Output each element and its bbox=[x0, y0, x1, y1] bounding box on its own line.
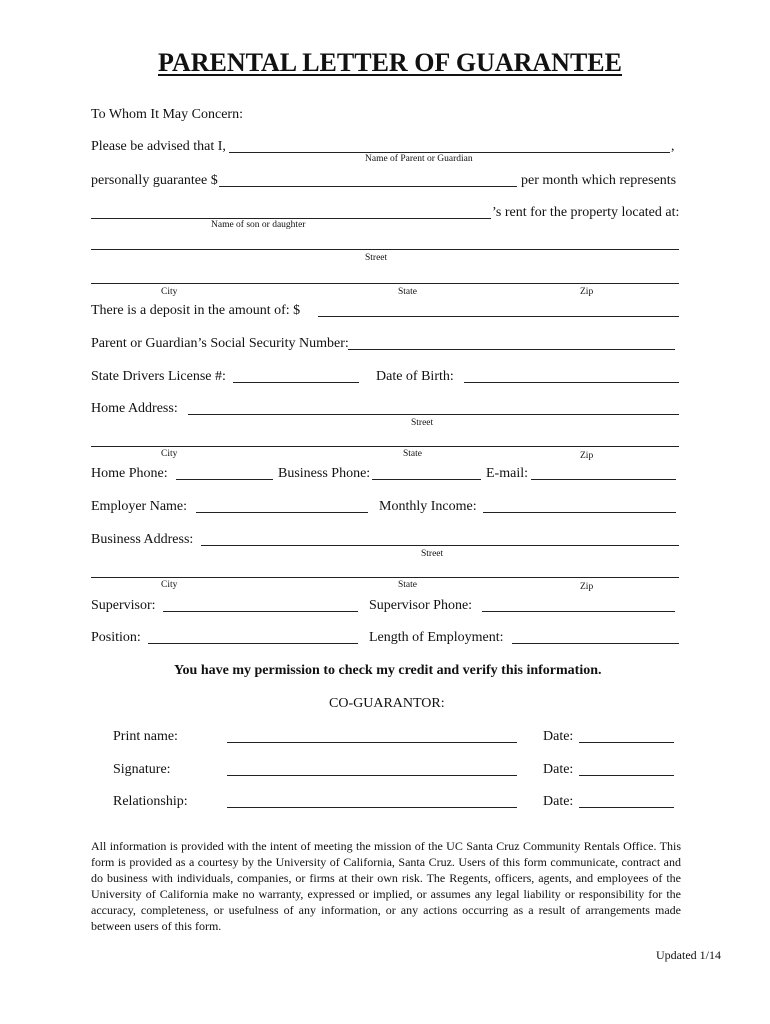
home-city-state-zip-field[interactable] bbox=[91, 446, 679, 447]
relationship-date-field[interactable] bbox=[579, 807, 674, 808]
supervisor-phone-label: Supervisor Phone: bbox=[369, 598, 473, 613]
date-label: Date: bbox=[543, 794, 574, 809]
email-field[interactable] bbox=[531, 479, 676, 480]
print-name-label: Print name: bbox=[113, 729, 178, 744]
income-label: Monthly Income: bbox=[379, 499, 477, 514]
business-street-field[interactable] bbox=[201, 545, 679, 546]
date-label: Date: bbox=[543, 729, 574, 744]
home-phone-field[interactable] bbox=[176, 479, 273, 480]
guarantee-prefix: personally guarantee $ bbox=[91, 173, 218, 188]
deposit-label: There is a deposit in the amount of: $ bbox=[91, 303, 301, 318]
position-label: Position: bbox=[91, 630, 141, 645]
guarantee-amount-field[interactable] bbox=[219, 186, 517, 187]
street-caption: Street bbox=[421, 549, 444, 559]
length-label: Length of Employment: bbox=[369, 630, 504, 645]
state-caption: State bbox=[398, 287, 417, 297]
signature-field[interactable] bbox=[227, 775, 517, 776]
parent-name-field[interactable] bbox=[229, 152, 670, 153]
business-phone-field[interactable] bbox=[372, 479, 481, 480]
employer-field[interactable] bbox=[196, 512, 368, 513]
signature-label: Signature: bbox=[113, 762, 171, 777]
child-name-field[interactable] bbox=[91, 218, 491, 219]
salutation: To Whom It May Concern: bbox=[91, 107, 243, 122]
relationship-label: Relationship: bbox=[113, 794, 188, 809]
page-title: PARENTAL LETTER OF GUARANTEE bbox=[158, 48, 622, 77]
intro-comma: , bbox=[671, 139, 675, 154]
position-field[interactable] bbox=[148, 643, 358, 644]
property-street-field[interactable] bbox=[91, 249, 679, 250]
zip-caption: Zip bbox=[580, 287, 594, 297]
business-city-state-zip-field[interactable] bbox=[91, 577, 679, 578]
street-caption: Street bbox=[365, 253, 388, 263]
intro-prefix: Please be advised that I, bbox=[91, 139, 226, 154]
dob-field[interactable] bbox=[464, 382, 679, 383]
state-caption: State bbox=[403, 449, 422, 459]
permission-statement: You have my permission to check my credit and verify this information. bbox=[174, 663, 602, 678]
street-caption: Street bbox=[411, 418, 434, 428]
home-street-field[interactable] bbox=[188, 414, 679, 415]
supervisor-label: Supervisor: bbox=[91, 598, 156, 613]
home-phone-label: Home Phone: bbox=[91, 466, 168, 481]
child-name-caption: Name of son or daughter bbox=[211, 220, 306, 230]
signature-date-field[interactable] bbox=[579, 775, 674, 776]
ssn-field[interactable] bbox=[348, 349, 675, 350]
coguarantor-heading: CO-GUARANTOR: bbox=[329, 696, 445, 711]
city-caption: City bbox=[161, 580, 178, 590]
zip-caption: Zip bbox=[580, 451, 594, 461]
business-address-label: Business Address: bbox=[91, 532, 194, 547]
license-label: State Drivers License #: bbox=[91, 369, 226, 384]
relationship-field[interactable] bbox=[227, 807, 517, 808]
zip-caption: Zip bbox=[580, 582, 594, 592]
parent-name-caption: Name of Parent or Guardian bbox=[365, 154, 473, 164]
home-address-label: Home Address: bbox=[91, 401, 178, 416]
property-city-state-zip-field[interactable] bbox=[91, 283, 679, 284]
city-caption: City bbox=[161, 287, 178, 297]
dob-label: Date of Birth: bbox=[376, 369, 454, 384]
email-label: E-mail: bbox=[486, 466, 528, 481]
rent-suffix: ’s rent for the property located at: bbox=[492, 205, 680, 220]
guarantee-suffix: per month which represents bbox=[521, 173, 677, 188]
updated-note: Updated 1/14 bbox=[656, 948, 721, 962]
print-name-field[interactable] bbox=[227, 742, 517, 743]
ssn-label: Parent or Guardian’s Social Security Number: bbox=[91, 336, 349, 351]
state-caption: State bbox=[398, 580, 417, 590]
print-name-date-field[interactable] bbox=[579, 742, 674, 743]
income-field[interactable] bbox=[483, 512, 676, 513]
business-phone-label: Business Phone: bbox=[278, 466, 371, 481]
employer-label: Employer Name: bbox=[91, 499, 188, 514]
city-caption: City bbox=[161, 449, 178, 459]
supervisor-phone-field[interactable] bbox=[482, 611, 675, 612]
disclaimer: All information is provided with the intent of meeting the mission of the UC Santa Cruz Community Rentals Office. This form is provided as a courtesy by the University of California, Santa Cruz. Users of this form communicate, contract and do business with individuals, companies, or firms at their own risk. The Regents, officers, agents, and employees of the University of California make no warranty, expressed or implied, or assumes any legal liability or responsibility for the accuracy, completeness, or usefulness of any information, or any actions occurring as a result of arrangements made between users of this form. bbox=[91, 839, 681, 933]
supervisor-field[interactable] bbox=[163, 611, 358, 612]
deposit-field[interactable] bbox=[318, 316, 679, 317]
date-label: Date: bbox=[543, 762, 574, 777]
license-field[interactable] bbox=[233, 382, 359, 383]
length-field[interactable] bbox=[512, 643, 679, 644]
